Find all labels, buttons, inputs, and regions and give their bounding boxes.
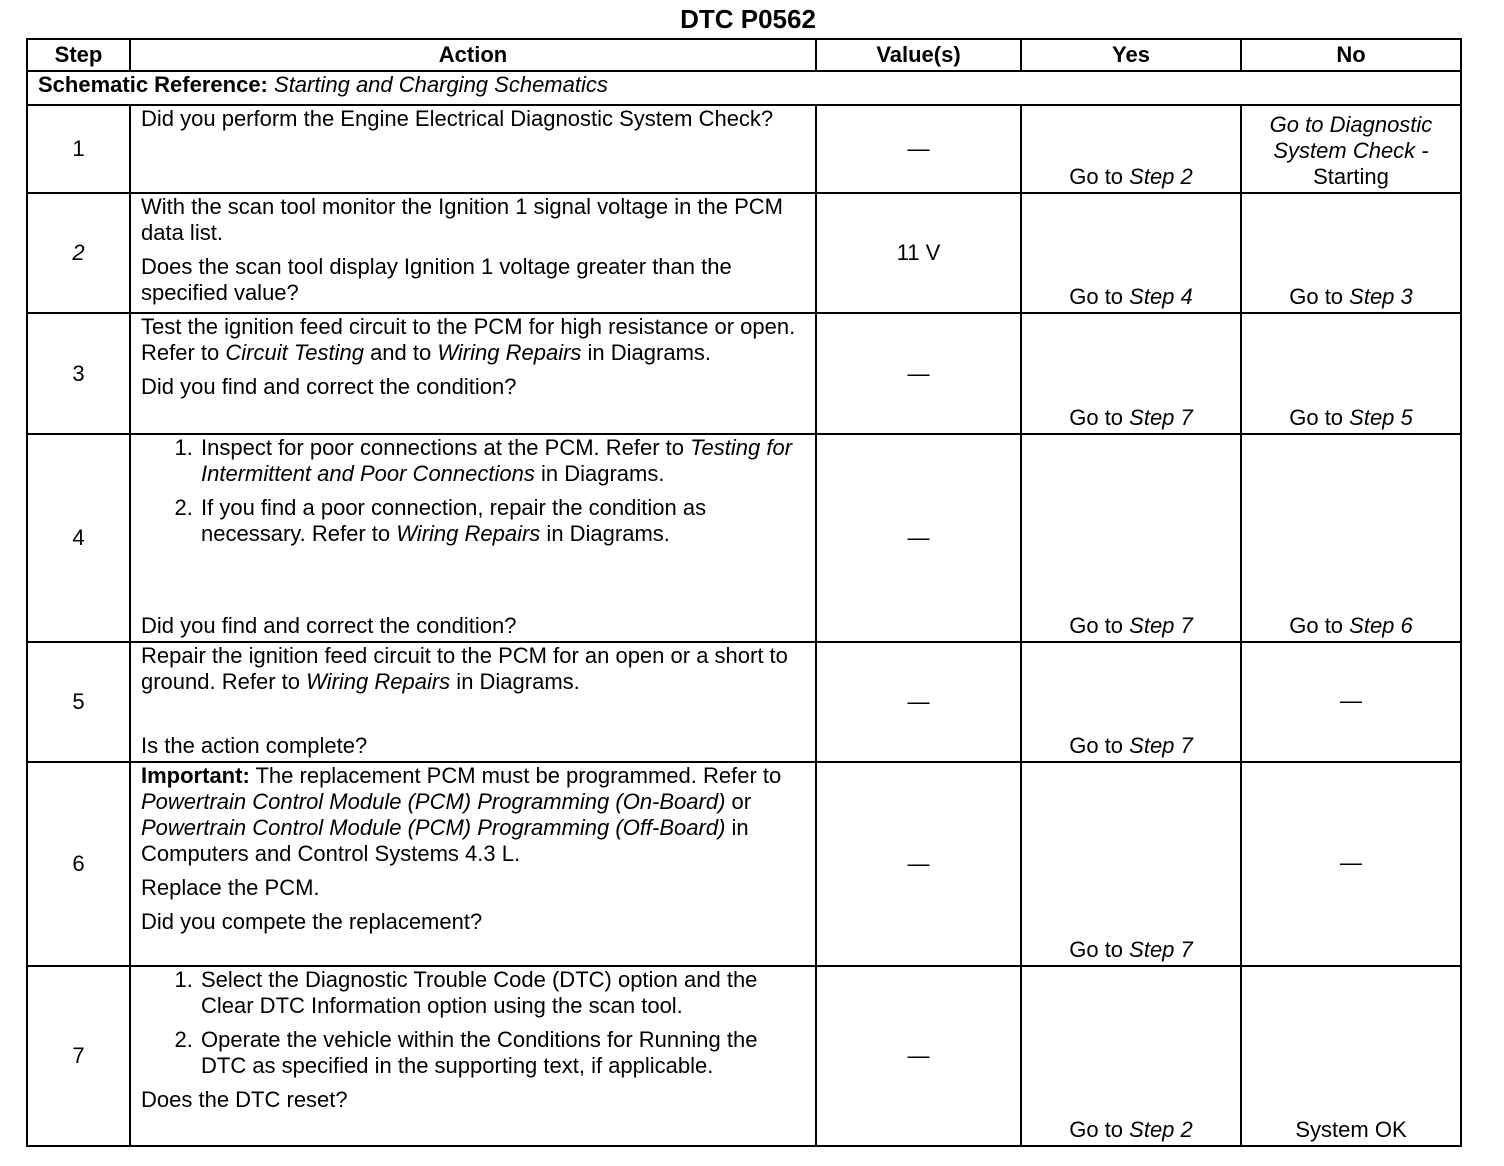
dtc-table xyxy=(26,38,1462,1147)
header-values: Value(s) xyxy=(816,39,1021,71)
action-instruction: Replace the PCM. xyxy=(141,875,320,900)
list-item: 1. Select the Diagnostic Trouble Code (DTC) option and the Clear DTC Information option using the scan tool. xyxy=(199,967,805,1019)
no-link[interactable]: Go to Step 6 xyxy=(1289,613,1413,638)
action-cell xyxy=(130,105,816,193)
no-cell xyxy=(1241,434,1461,642)
no-cell: — xyxy=(1241,642,1461,762)
table-row xyxy=(27,193,1461,313)
action-cell xyxy=(130,193,816,313)
header-yes: Yes xyxy=(1021,39,1241,71)
list-item: 2. If you find a poor connection, repair the condition as necessary. Refer to Wiring Repairs in Diagrams. xyxy=(199,495,805,547)
action-question: Did you compete the replacement? xyxy=(141,909,483,934)
list-item: 1. Inspect for poor connections at the PCM. Refer to Testing for Intermittent and Poor Connections in Diagrams. xyxy=(199,435,805,487)
value-cell: — xyxy=(816,966,1021,1146)
table-row xyxy=(27,434,1461,642)
step-number: 4 xyxy=(27,434,130,642)
step-number: 5 xyxy=(27,642,130,762)
list-item: 2. Operate the vehicle within the Conditions for Running the DTC as specified in the supporting text, if applicable. xyxy=(199,1027,805,1079)
action-question: Does the scan tool display Ignition 1 voltage greater than the specified value? xyxy=(141,254,732,305)
action-instruction: Important: The replacement PCM must be programmed. Refer to Powertrain Control Module (PCM) Programming (On-Board) or Powertrain Control Module (PCM) Programming (Off-Board) in Computers and Control Systems 4.3 L. xyxy=(141,763,782,866)
value-cell: — xyxy=(816,434,1021,642)
action-list xyxy=(141,435,805,547)
action-cell xyxy=(130,966,816,1146)
yes-cell xyxy=(1021,105,1241,193)
page-title: DTC P0562 xyxy=(680,4,816,34)
yes-link[interactable]: Go to Step 4 xyxy=(1069,284,1193,309)
value-cell: — xyxy=(816,762,1021,966)
no-link[interactable]: Go to Diagnostic System Check - Starting xyxy=(1269,112,1433,189)
header-row xyxy=(27,39,1461,71)
step-number: 3 xyxy=(27,313,130,434)
action-instruction: Repair the ignition feed circuit to the PCM for an open or a short to ground. Refer to Wiring Repairs in Diagrams. xyxy=(141,643,788,694)
yes-link[interactable]: Go to Step 7 xyxy=(1069,613,1193,638)
yes-cell xyxy=(1021,313,1241,434)
step-number: 6 xyxy=(27,762,130,966)
table-row xyxy=(27,105,1461,193)
yes-cell xyxy=(1021,642,1241,762)
schematic-reference-row xyxy=(27,71,1461,105)
link-testing-intermittent[interactable]: Testing for Intermittent and Poor Connections xyxy=(201,435,793,486)
no-cell: System OK xyxy=(1241,966,1461,1146)
no-cell xyxy=(1241,105,1461,193)
important-label: Important: xyxy=(141,763,250,788)
yes-link[interactable]: Go to Step 7 xyxy=(1069,405,1193,430)
link-wiring-repairs[interactable]: Wiring Repairs xyxy=(396,521,541,546)
value-cell: — xyxy=(816,642,1021,762)
action-instruction: Test the ignition feed circuit to the PCM for high resistance or open. Refer to Circuit Testing and to Wiring Repairs in Diagrams. xyxy=(141,314,796,365)
action-question: Did you perform the Engine Electrical Diagnostic System Check? xyxy=(141,106,774,131)
action-list xyxy=(141,967,805,1079)
schematic-label: Schematic Reference: xyxy=(38,72,268,97)
link-wiring-repairs[interactable]: Wiring Repairs xyxy=(306,669,451,694)
value-cell: — xyxy=(816,313,1021,434)
action-instruction: With the scan tool monitor the Ignition 1 signal voltage in the PCM data list. xyxy=(141,194,784,245)
yes-link[interactable]: Go to Step 2 xyxy=(1069,1117,1193,1142)
yes-cell xyxy=(1021,966,1241,1146)
action-cell xyxy=(130,642,816,762)
action-question: Does the DTC reset? xyxy=(141,1087,348,1112)
action-question: Did you find and correct the condition? xyxy=(141,374,517,399)
link-wiring-repairs[interactable]: Wiring Repairs xyxy=(437,340,582,365)
link-pcm-programming-onboard[interactable]: Powertrain Control Module (PCM) Programming (On-Board) xyxy=(141,789,726,814)
yes-link[interactable]: Go to Step 7 xyxy=(1069,937,1193,962)
no-cell xyxy=(1241,193,1461,313)
value-cell: — xyxy=(816,105,1021,193)
step-number: 2 xyxy=(27,193,130,313)
action-cell xyxy=(130,434,816,642)
action-cell xyxy=(130,313,816,434)
action-question: Is the action complete? xyxy=(141,733,368,758)
no-link[interactable]: Go to Step 3 xyxy=(1289,284,1413,309)
yes-cell xyxy=(1021,434,1241,642)
header-no: No xyxy=(1241,39,1461,71)
value-cell: 11 V xyxy=(816,193,1021,313)
no-cell xyxy=(1241,313,1461,434)
action-question: Did you find and correct the condition? xyxy=(141,613,517,638)
table-row xyxy=(27,966,1461,1146)
yes-cell xyxy=(1021,762,1241,966)
table-row xyxy=(27,762,1461,966)
no-cell: — xyxy=(1241,762,1461,966)
yes-link[interactable]: Go to Step 2 xyxy=(1069,164,1193,189)
link-pcm-programming-offboard[interactable]: Powertrain Control Module (PCM) Programming (Off-Board) xyxy=(141,815,726,840)
yes-link[interactable]: Go to Step 7 xyxy=(1069,733,1193,758)
link-circuit-testing[interactable]: Circuit Testing xyxy=(225,340,364,365)
step-number: 1 xyxy=(27,105,130,193)
no-link[interactable]: Go to Step 5 xyxy=(1289,405,1413,430)
yes-cell xyxy=(1021,193,1241,313)
header-step: Step xyxy=(27,39,130,71)
table-row xyxy=(27,313,1461,434)
action-cell xyxy=(130,762,816,966)
step-number: 7 xyxy=(27,966,130,1146)
schematic-link[interactable]: Starting and Charging Schematics xyxy=(274,72,608,97)
schematic-reference xyxy=(27,71,1461,105)
header-action: Action xyxy=(130,39,816,71)
table-row xyxy=(27,642,1461,762)
